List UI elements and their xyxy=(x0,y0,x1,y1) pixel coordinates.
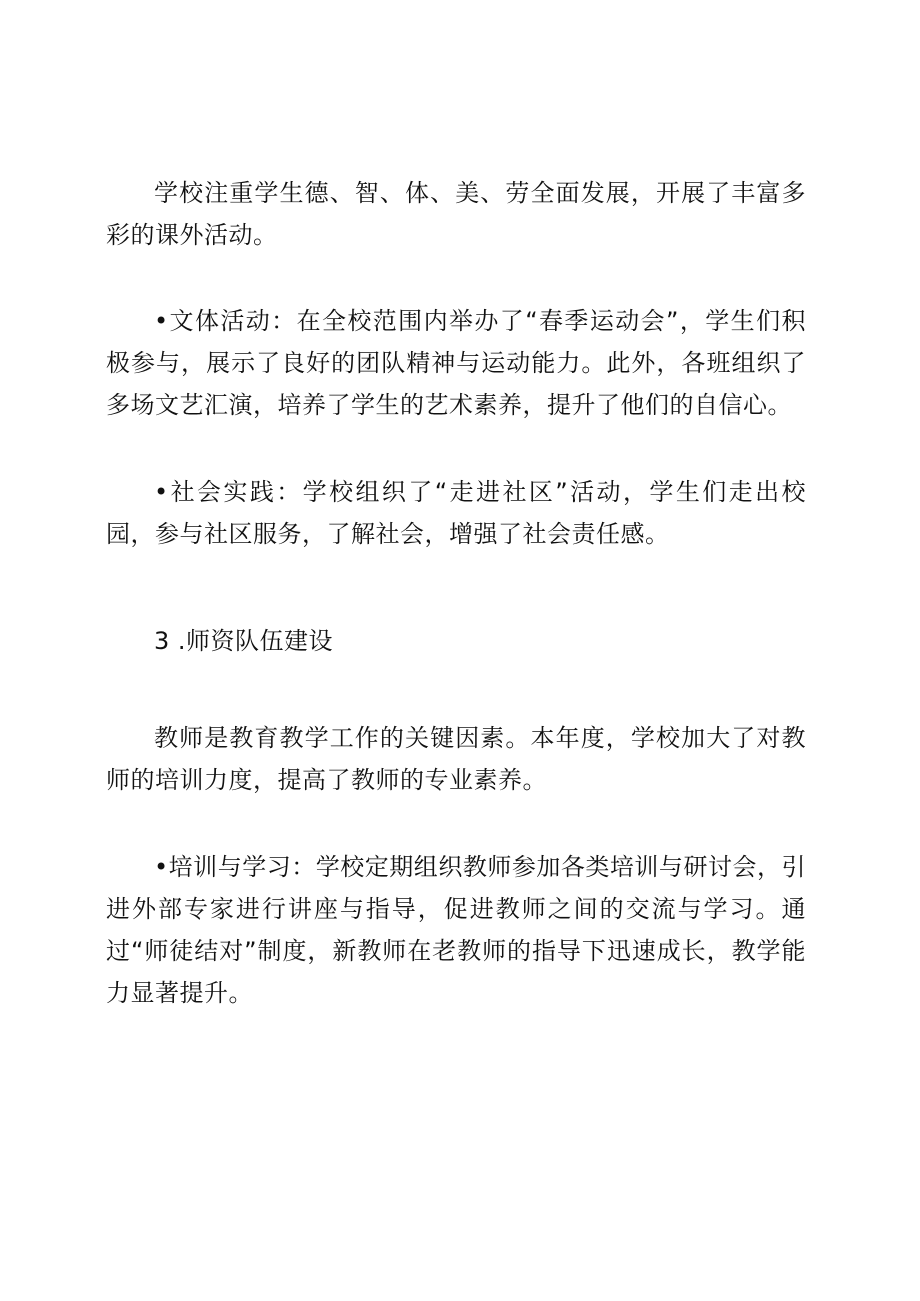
paragraph-training-learning: •培训与学习：学校定期组织教师参加各类培训与研讨会，引进外部专家进行讲座与指导，促进教师之间的交流与学习。通过“师徒结对”制度，新教师在老教师的指导下迅速成长，教学能力显著提升。 xyxy=(106,853,806,1007)
section-heading-teacher-team: 3 .师资队伍建设 xyxy=(154,627,334,655)
paragraph-social-practice: •社会实践：学校组织了“走进社区”活动，学生们走出校园，参与社区服务，了解社会，增强了社会责任感。 xyxy=(106,478,806,548)
paragraph-sports-culture-activities: •文体活动：在全校范围内举办了“春季运动会”，学生们积极参与，展示了良好的团队精神与运动能力。此外，各班组织了多场文艺汇演，培养了学生的艺术素养，提升了他们的自信心。 xyxy=(106,307,806,419)
paragraph-extracurricular-intro: 学校注重学生德、智、体、美、劳全面发展，开展了丰富多彩的课外活动。 xyxy=(106,179,806,249)
paragraph-teacher-intro: 教师是教育教学工作的关键因素。本年度，学校加大了对教师的培训力度，提高了教师的专业素养。 xyxy=(106,724,806,794)
